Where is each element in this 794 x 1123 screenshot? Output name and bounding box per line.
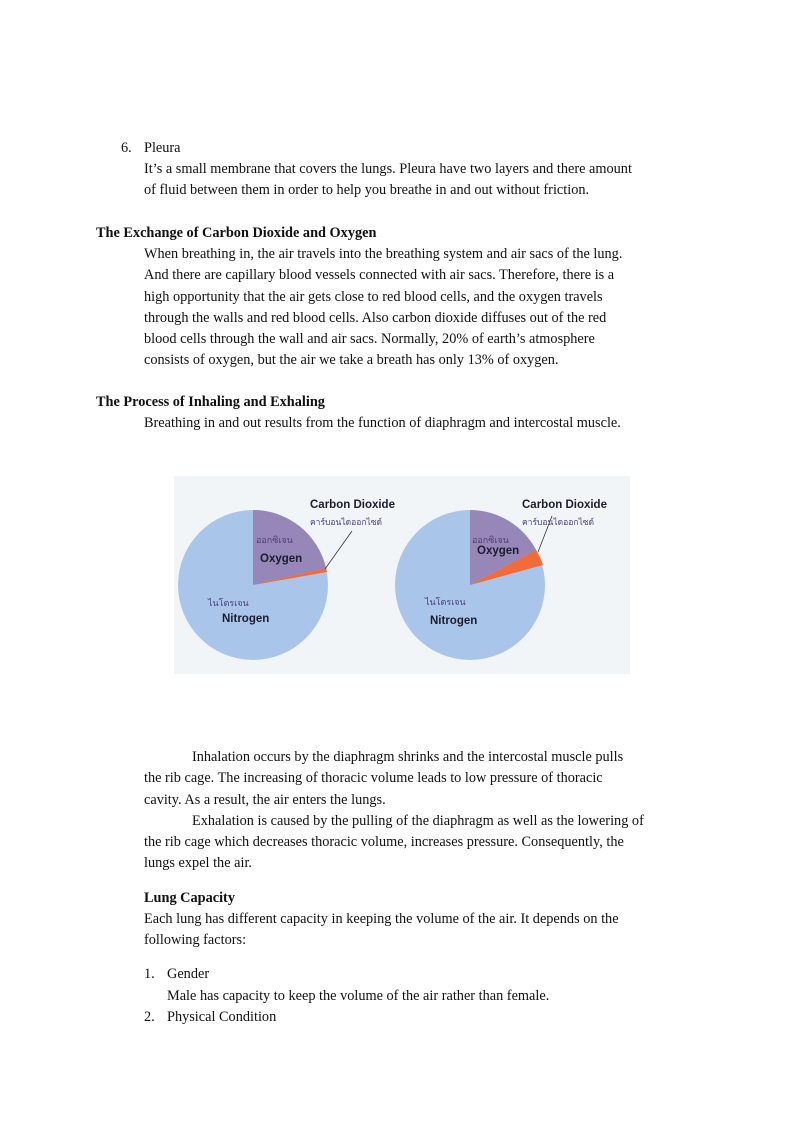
section-heading: The Process of Inhaling and Exhaling xyxy=(96,394,325,410)
paragraph-line: consists of oxygen, but the air we take a breath has only 13% of oxygen. xyxy=(144,352,559,368)
section-heading: The Exchange of Carbon Dioxide and Oxygen xyxy=(96,225,377,241)
paragraph-line: blood cells through the wall and air sacs. Normally, 20% of earth’s atmosphere xyxy=(144,331,595,347)
paragraph-line: following factors: xyxy=(144,932,247,948)
right-nitrogen-thai-label: ไนโตรเจน xyxy=(425,598,466,608)
list-number: 2. xyxy=(144,1009,155,1025)
paragraph-line: Inhalation occurs by the diaphragm shrinks and the intercostal muscle pulls xyxy=(192,749,624,765)
paragraph-line: And there are capillary blood vessels connected with air sacs. Therefore, there is a xyxy=(144,267,615,283)
paragraph-line: Each lung has different capacity in keeping the volume of the air. It depends on the xyxy=(144,911,619,927)
paragraph-line: of fluid between them in order to help you breathe in and out without friction. xyxy=(144,182,590,198)
left-nitrogen-label: Nitrogen xyxy=(222,613,270,625)
paragraph-line: high opportunity that the air gets close to red blood cells, and the oxygen travels xyxy=(144,289,603,305)
paragraph-line: Breathing in and out results from the function of diaphragm and intercostal muscle. xyxy=(144,415,621,431)
paragraph-line: the rib cage. The increasing of thoracic volume leads to low pressure of thoracic xyxy=(144,770,603,786)
right-oxygen-label: Oxygen xyxy=(477,545,520,557)
section-heading: Lung Capacity xyxy=(144,890,235,906)
right-co2-thai-label: คาร์บอนไดออกไซด์ xyxy=(522,518,595,528)
paragraph-line: the rib cage which decreases thoracic volume, increases pressure. Consequently, the xyxy=(144,834,624,850)
paragraph-line: cavity. As a result, the air enters the lungs. xyxy=(144,792,386,808)
left-co2-thai-label: คาร์บอนไดออกไซด์ xyxy=(310,518,383,528)
paragraph-line: Exhalation is caused by the pulling of the diaphragm as well as the lowering of xyxy=(192,813,644,829)
left-oxygen-thai-label: ออกซิเจน xyxy=(256,536,293,546)
pie-diagrams xyxy=(174,476,630,674)
list-item-title: Physical Condition xyxy=(167,1009,277,1025)
list-item-title: Pleura xyxy=(144,140,181,156)
list-item-detail: Male has capacity to keep the volume of the air rather than female. xyxy=(167,988,550,1004)
paragraph-line: When breathing in, the air travels into the breathing system and air sacs of the lung. xyxy=(144,246,623,262)
paragraph-line: It’s a small membrane that covers the lungs. Pleura have two layers and there amount xyxy=(144,161,632,177)
left-nitrogen-thai-label: ไนโตรเจน xyxy=(208,599,249,609)
left-oxygen-label: Oxygen xyxy=(260,553,303,565)
list-number: 6. xyxy=(121,140,132,156)
right-oxygen-thai-label: ออกซิเจน xyxy=(472,536,509,546)
right-nitrogen-label: Nitrogen xyxy=(430,615,478,627)
air-composition-figure xyxy=(174,476,630,674)
list-item-title: Gender xyxy=(167,966,210,982)
paragraph-line: through the walls and red blood cells. Also carbon dioxide diffuses out of the red xyxy=(144,310,607,326)
list-number: 1. xyxy=(144,966,155,982)
paragraph-line: lungs expel the air. xyxy=(144,855,252,871)
right-co2-label: Carbon Dioxide xyxy=(522,499,607,511)
left-co2-label: Carbon Dioxide xyxy=(310,499,395,511)
